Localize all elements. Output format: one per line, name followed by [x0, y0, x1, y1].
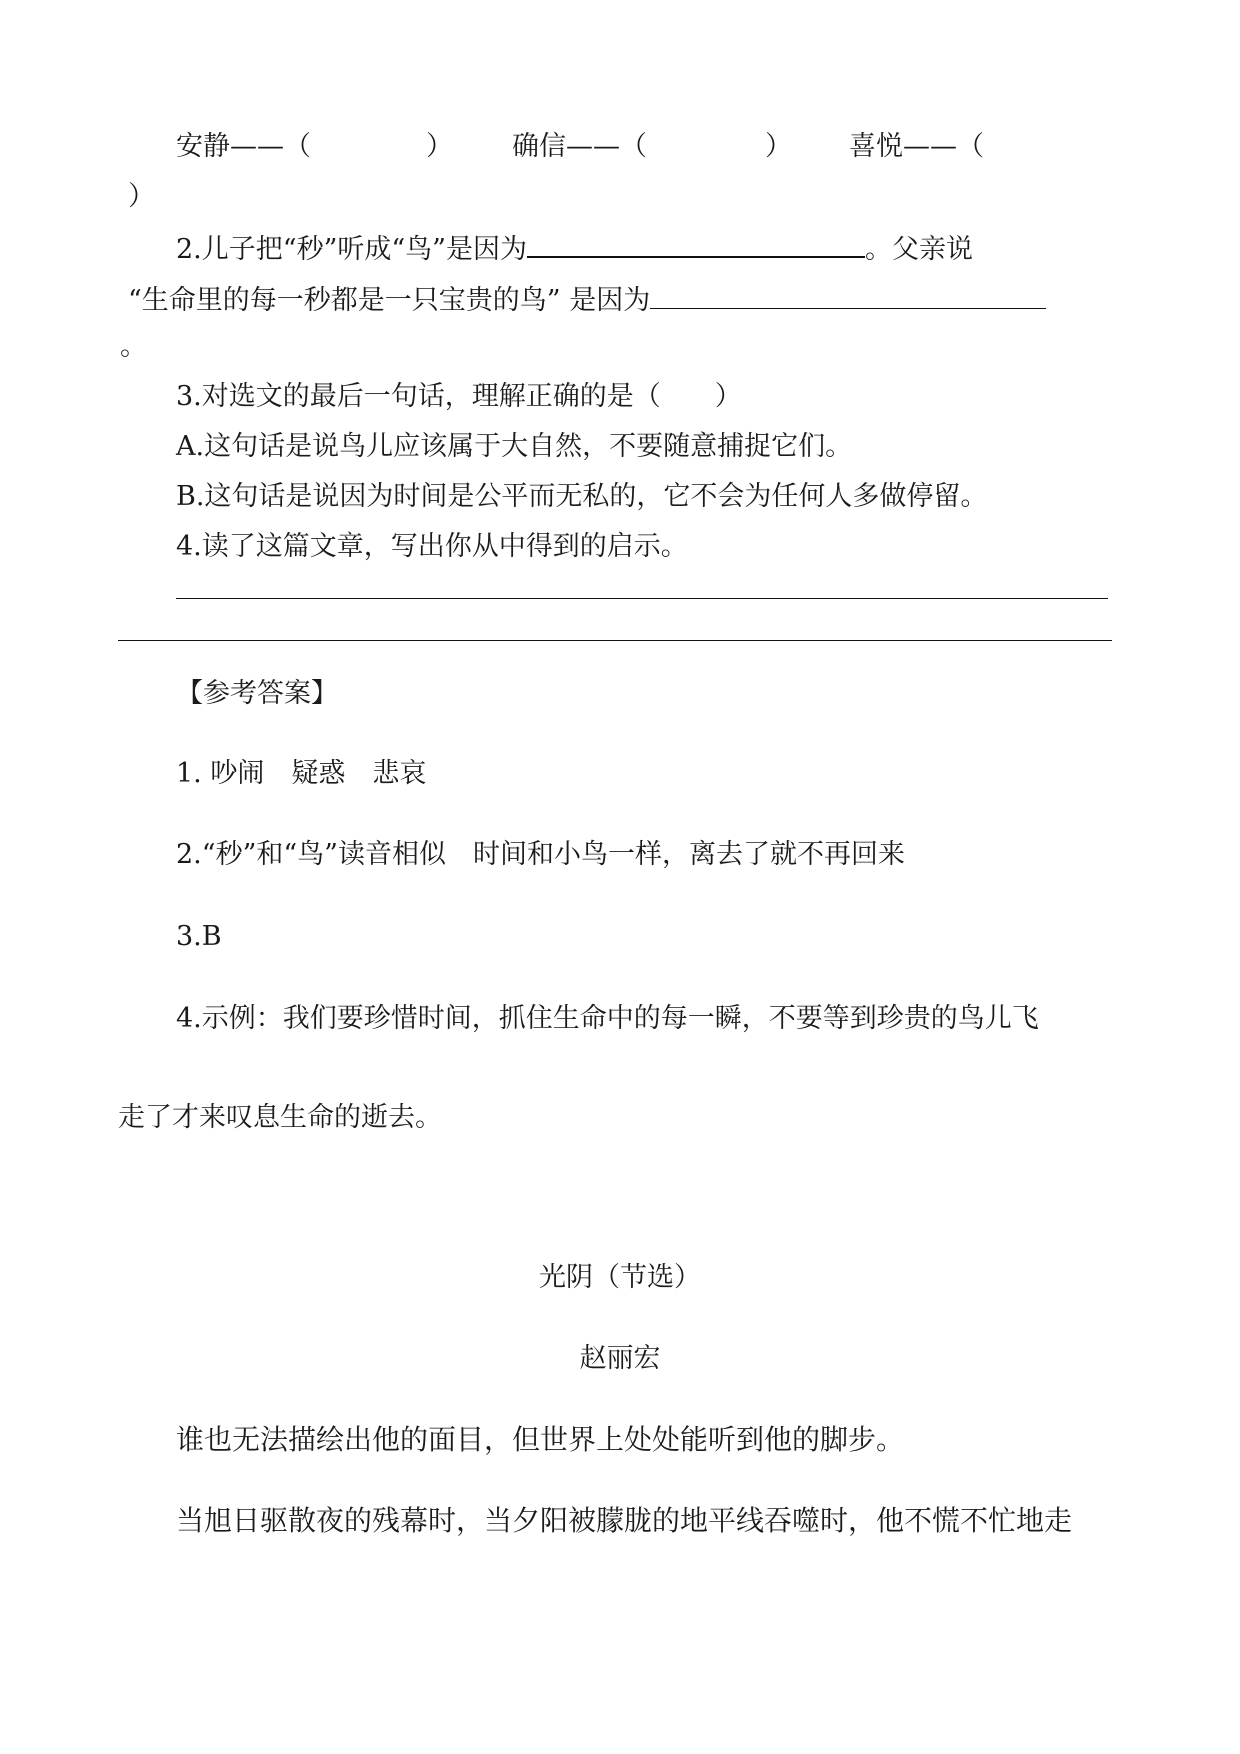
section-divider: [118, 640, 1112, 641]
q4-answer-line[interactable]: [176, 598, 1108, 599]
q2-blank-2[interactable]: [650, 282, 1046, 309]
q1-item-2-close: ）: [765, 131, 792, 162]
passage-author: 赵丽宏: [579, 1343, 661, 1374]
passage-paragraph-2: 当旭日驱散夜的残幕时，当夕阳被朦胧的地平线吞噬时，他不慌不忙地走: [176, 1504, 1073, 1537]
q1-item-2-word: 确信——（: [512, 131, 647, 162]
answer-2: 2.“秒”和“鸟”读音相似 时间和小鸟一样，离去了就不再回来: [176, 839, 905, 870]
answer-3: 3.B: [176, 921, 222, 952]
q1-item-3-word: 喜悦——（: [849, 131, 984, 162]
q3-question: 3.对选文的最后一句话，理解正确的是（ ）: [176, 381, 742, 412]
q3-option-a[interactable]: A.这句话是说鸟儿应该属于大自然，不要随意捕捉它们。: [176, 431, 853, 462]
q4-question: 4.读了这篇文章，写出你从中得到的启示。: [176, 531, 688, 562]
answers-heading: 【参考答案】: [176, 678, 338, 709]
q2-part-2: 。父亲说: [864, 234, 973, 265]
q2-line-2: [128, 282, 1046, 318]
passage-paragraph-1: 谁也无法描绘出他的面目，但世界上处处能听到他的脚步。: [176, 1423, 905, 1456]
q1-item-3-close: ）: [128, 181, 155, 212]
passage-title: 光阴（节选）: [539, 1262, 701, 1293]
answer-4-line-1: 4.示例：我们要珍惜时间，抓住生命中的每一瞬，不要等到珍贵的鸟儿飞: [176, 1003, 1039, 1034]
q1-item-1-close: ）: [426, 131, 453, 162]
q1-item-2: [512, 130, 792, 164]
q1-item-3: [849, 130, 984, 164]
q2-blank-1[interactable]: [527, 230, 865, 258]
answer-4-line-2: 走了才来叹息生命的逝去。: [118, 1102, 442, 1133]
q1-item-1-word: 安静——（: [176, 131, 311, 162]
q2-line-1: [176, 230, 973, 267]
q1-item-1: [176, 130, 453, 164]
q3-option-b[interactable]: B.这句话是说因为时间是公平而无私的，它不会为任何人多做停留。: [176, 481, 988, 512]
q2-part-3: “生命里的每一秒都是一只宝贵的鸟” 是因为: [128, 285, 651, 316]
q2-part-4: 。: [120, 331, 147, 362]
q2-part-1: 2.儿子把“秒”听成“鸟”是因为: [176, 234, 527, 265]
answer-1: 1. 吵闹 疑惑 悲哀: [176, 758, 427, 789]
